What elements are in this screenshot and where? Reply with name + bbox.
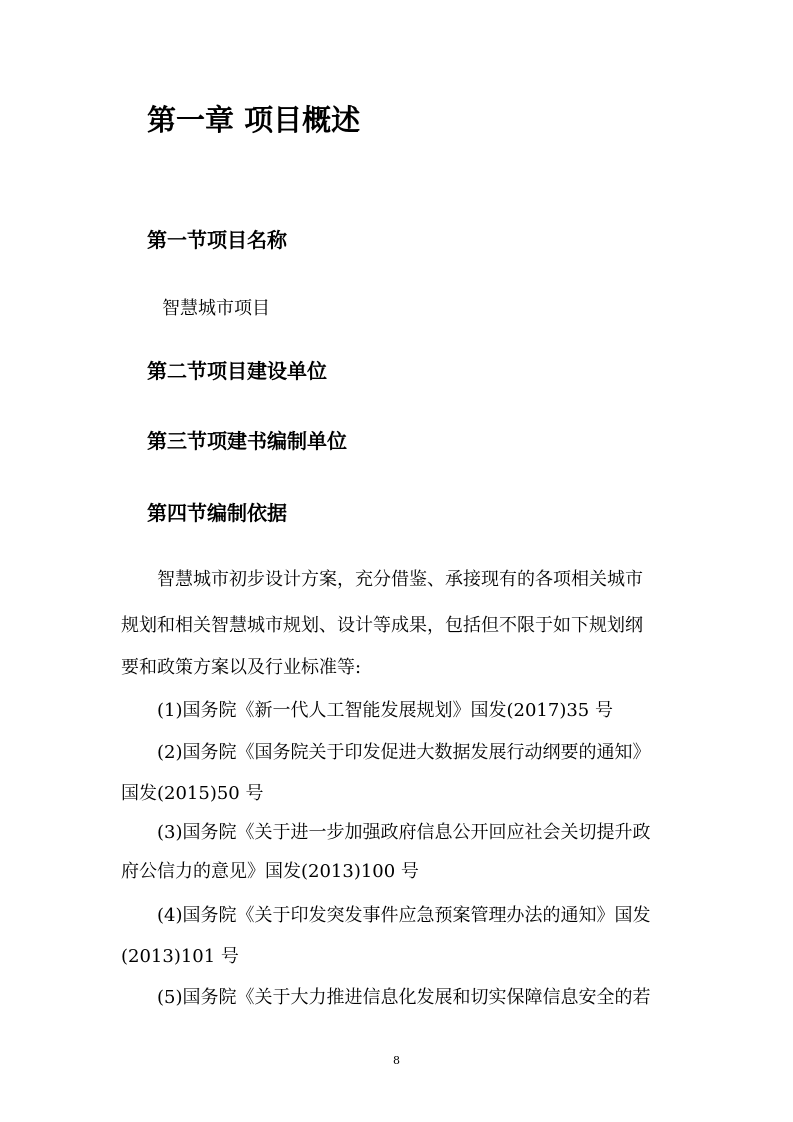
paragraph-line: 要和政策方案以及行业标准等: — [121, 657, 362, 678]
basis-item-line: (2)国务院《国务院关于印发促进大数据发展行动纲要的通知》 — [157, 742, 651, 763]
basis-item-line: (2013)101 号 — [121, 946, 239, 967]
basis-item-line: 府公信力的意见》国发(2013)100 号 — [121, 861, 419, 882]
section-heading-project-name: 第一节项目名称 — [147, 228, 287, 252]
basis-item-line: (5)国务院《关于大力推进信息化发展和切实保障信息安全的若 — [157, 987, 651, 1008]
section-heading-compilation-unit: 第三节项建书编制单位 — [147, 429, 347, 453]
project-name-text: 智慧城市项目 — [162, 298, 270, 319]
basis-item-line: (3)国务院《关于进一步加强政府信息公开回应社会关切提升政 — [157, 822, 651, 843]
page-number: 8 — [393, 1054, 400, 1067]
section-heading-construction-unit: 第二节项目建设单位 — [147, 359, 327, 383]
chapter-title: 第一章 项目概述 — [147, 103, 361, 137]
section-heading-compilation-basis: 第四节编制依据 — [147, 501, 287, 525]
basis-item-line: (4)国务院《关于印发突发事件应急预案管理办法的通知》国发 — [157, 905, 651, 926]
basis-item-line: (1)国务院《新一代人工智能发展规划》国发(2017)35 号 — [157, 700, 613, 721]
paragraph-line: 智慧城市初步设计方案，充分借鉴、承接现有的各项相关城市 — [157, 569, 643, 590]
basis-item-line: 国发(2015)50 号 — [121, 783, 264, 804]
paragraph-line: 规划和相关智慧城市规划、设计等成果，包括但不限于如下规划纲 — [121, 615, 643, 636]
